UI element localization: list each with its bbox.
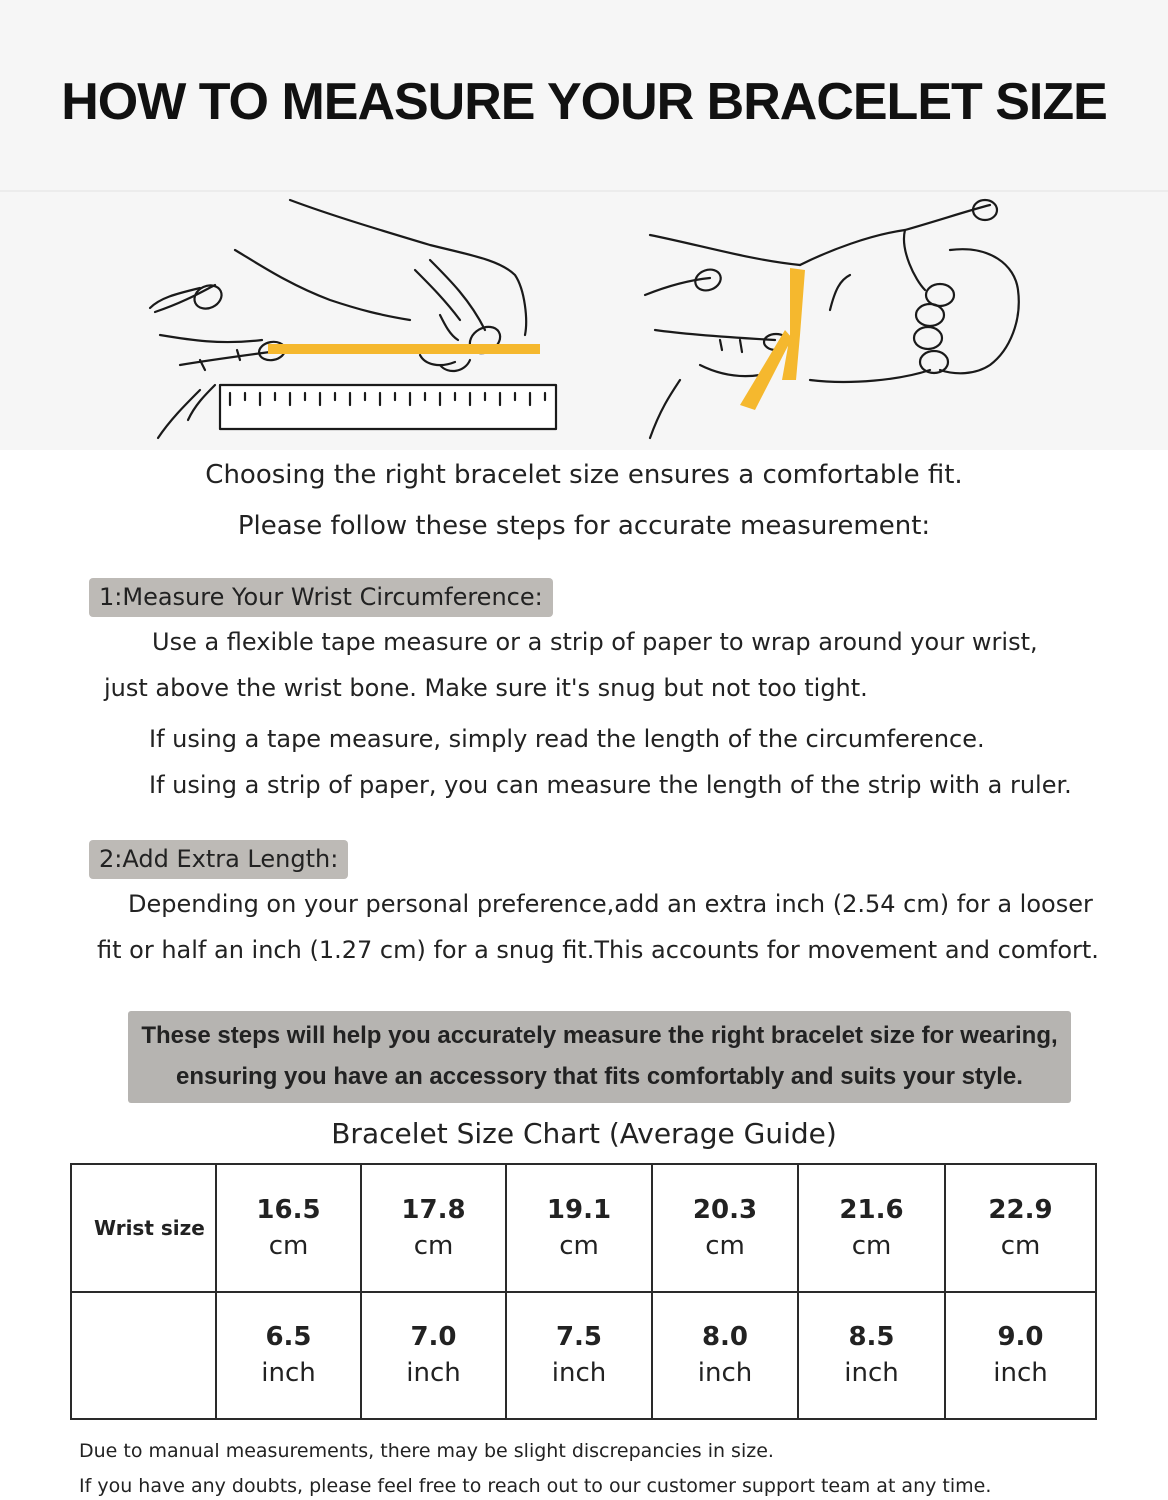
footer-line-1: Due to manual measurements, there may be slight discrepancies in size. (79, 1440, 774, 1462)
cm-unit: cm (1000, 1230, 1041, 1261)
cm-cell (652, 1164, 798, 1292)
cm-unit: cm (559, 1230, 599, 1261)
measuring-illustration (0, 190, 1168, 450)
inch-cell (361, 1292, 506, 1420)
inch-unit: inch (261, 1358, 316, 1389)
ruler (220, 385, 556, 429)
step1-line-4: If using a strip of paper, you can measure the length of the strip with a ruler. (149, 771, 1072, 799)
right-hand-illustration (645, 200, 1019, 438)
cm-cell (361, 1164, 506, 1292)
inch-cell (945, 1292, 1096, 1420)
cm-cell (945, 1164, 1096, 1292)
step2-label: 2:Add Extra Length: (89, 840, 348, 879)
step2-line-1: Depending on your personal preference,add an extra inch (2.54 cm) for a looser (128, 890, 1093, 918)
footer-line-2: If you have any doubts, please feel free to reach out to our customer support team at any time. (79, 1475, 992, 1497)
step1-label: 1:Measure Your Wrist Circumference: (89, 578, 553, 617)
size-chart-title: Bracelet Size Chart (Average Guide) (331, 1117, 837, 1150)
cm-unit: cm (705, 1230, 745, 1261)
step2-line-2: fit or half an inch (1.27 cm) for a snug fit.This accounts for movement and comfort. (97, 936, 1099, 964)
note-line-2: ensuring you have an accessory that fits comfortably and suits your style. (176, 1063, 1023, 1090)
step1-line-2: just above the wrist bone. Make sure it's snug but not too tight. (104, 674, 868, 702)
inch-unit: inch (697, 1358, 753, 1389)
intro-line-1: Choosing the right bracelet size ensures a comfortable fit. (205, 460, 963, 490)
cm-value: 19.1 (546, 1194, 612, 1225)
inch-value: 8.5 (848, 1322, 895, 1353)
note-box (128, 1011, 1071, 1103)
inch-cell (506, 1292, 652, 1420)
cm-value: 16.5 (256, 1194, 321, 1225)
inch-value: 7.5 (555, 1322, 603, 1353)
step1-line-1: Use a flexible tape measure or a strip of paper to wrap around your wrist, (152, 628, 1038, 656)
cm-unit: cm (268, 1230, 309, 1261)
cm-value: 21.6 (839, 1194, 904, 1225)
cm-unit: cm (851, 1230, 892, 1261)
inch-unit: inch (844, 1358, 899, 1389)
tape-strip-left (268, 344, 540, 354)
inch-unit: inch (551, 1358, 607, 1389)
size-chart-table (70, 1163, 1097, 1420)
inch-value: 7.0 (410, 1322, 457, 1353)
tape-strip-right-wrap (782, 268, 805, 380)
note-line-1: These steps will help you accurately measure the right bracelet size for wearing, (141, 1022, 1058, 1049)
cm-cell (798, 1164, 945, 1292)
cm-cell (216, 1164, 361, 1292)
inch-cell (798, 1292, 945, 1420)
inch-value: 6.5 (265, 1322, 312, 1353)
wrist-size-header: Wrist size (71, 1164, 216, 1292)
step1-line-3: If using a tape measure, simply read the length of the circumference. (149, 725, 985, 753)
cm-unit: cm (413, 1230, 454, 1261)
intro-line-2: Please follow these steps for accurate measurement: (237, 511, 931, 541)
inch-cell (216, 1292, 361, 1420)
inch-unit: inch (406, 1358, 461, 1389)
inch-value: 8.0 (701, 1322, 749, 1353)
cm-cell (506, 1164, 652, 1292)
inch-unit: inch (993, 1358, 1048, 1389)
inch-value: 9.0 (997, 1322, 1044, 1353)
page-title: HOW TO MEASURE YOUR BRACELET SIZE (61, 73, 1107, 131)
cm-row (71, 1164, 1096, 1292)
empty-row-header (71, 1292, 216, 1420)
cm-value: 22.9 (988, 1194, 1053, 1225)
cm-value: 17.8 (401, 1194, 466, 1225)
cm-value: 20.3 (692, 1194, 758, 1225)
inch-row (71, 1292, 1096, 1420)
inch-cell (652, 1292, 798, 1420)
